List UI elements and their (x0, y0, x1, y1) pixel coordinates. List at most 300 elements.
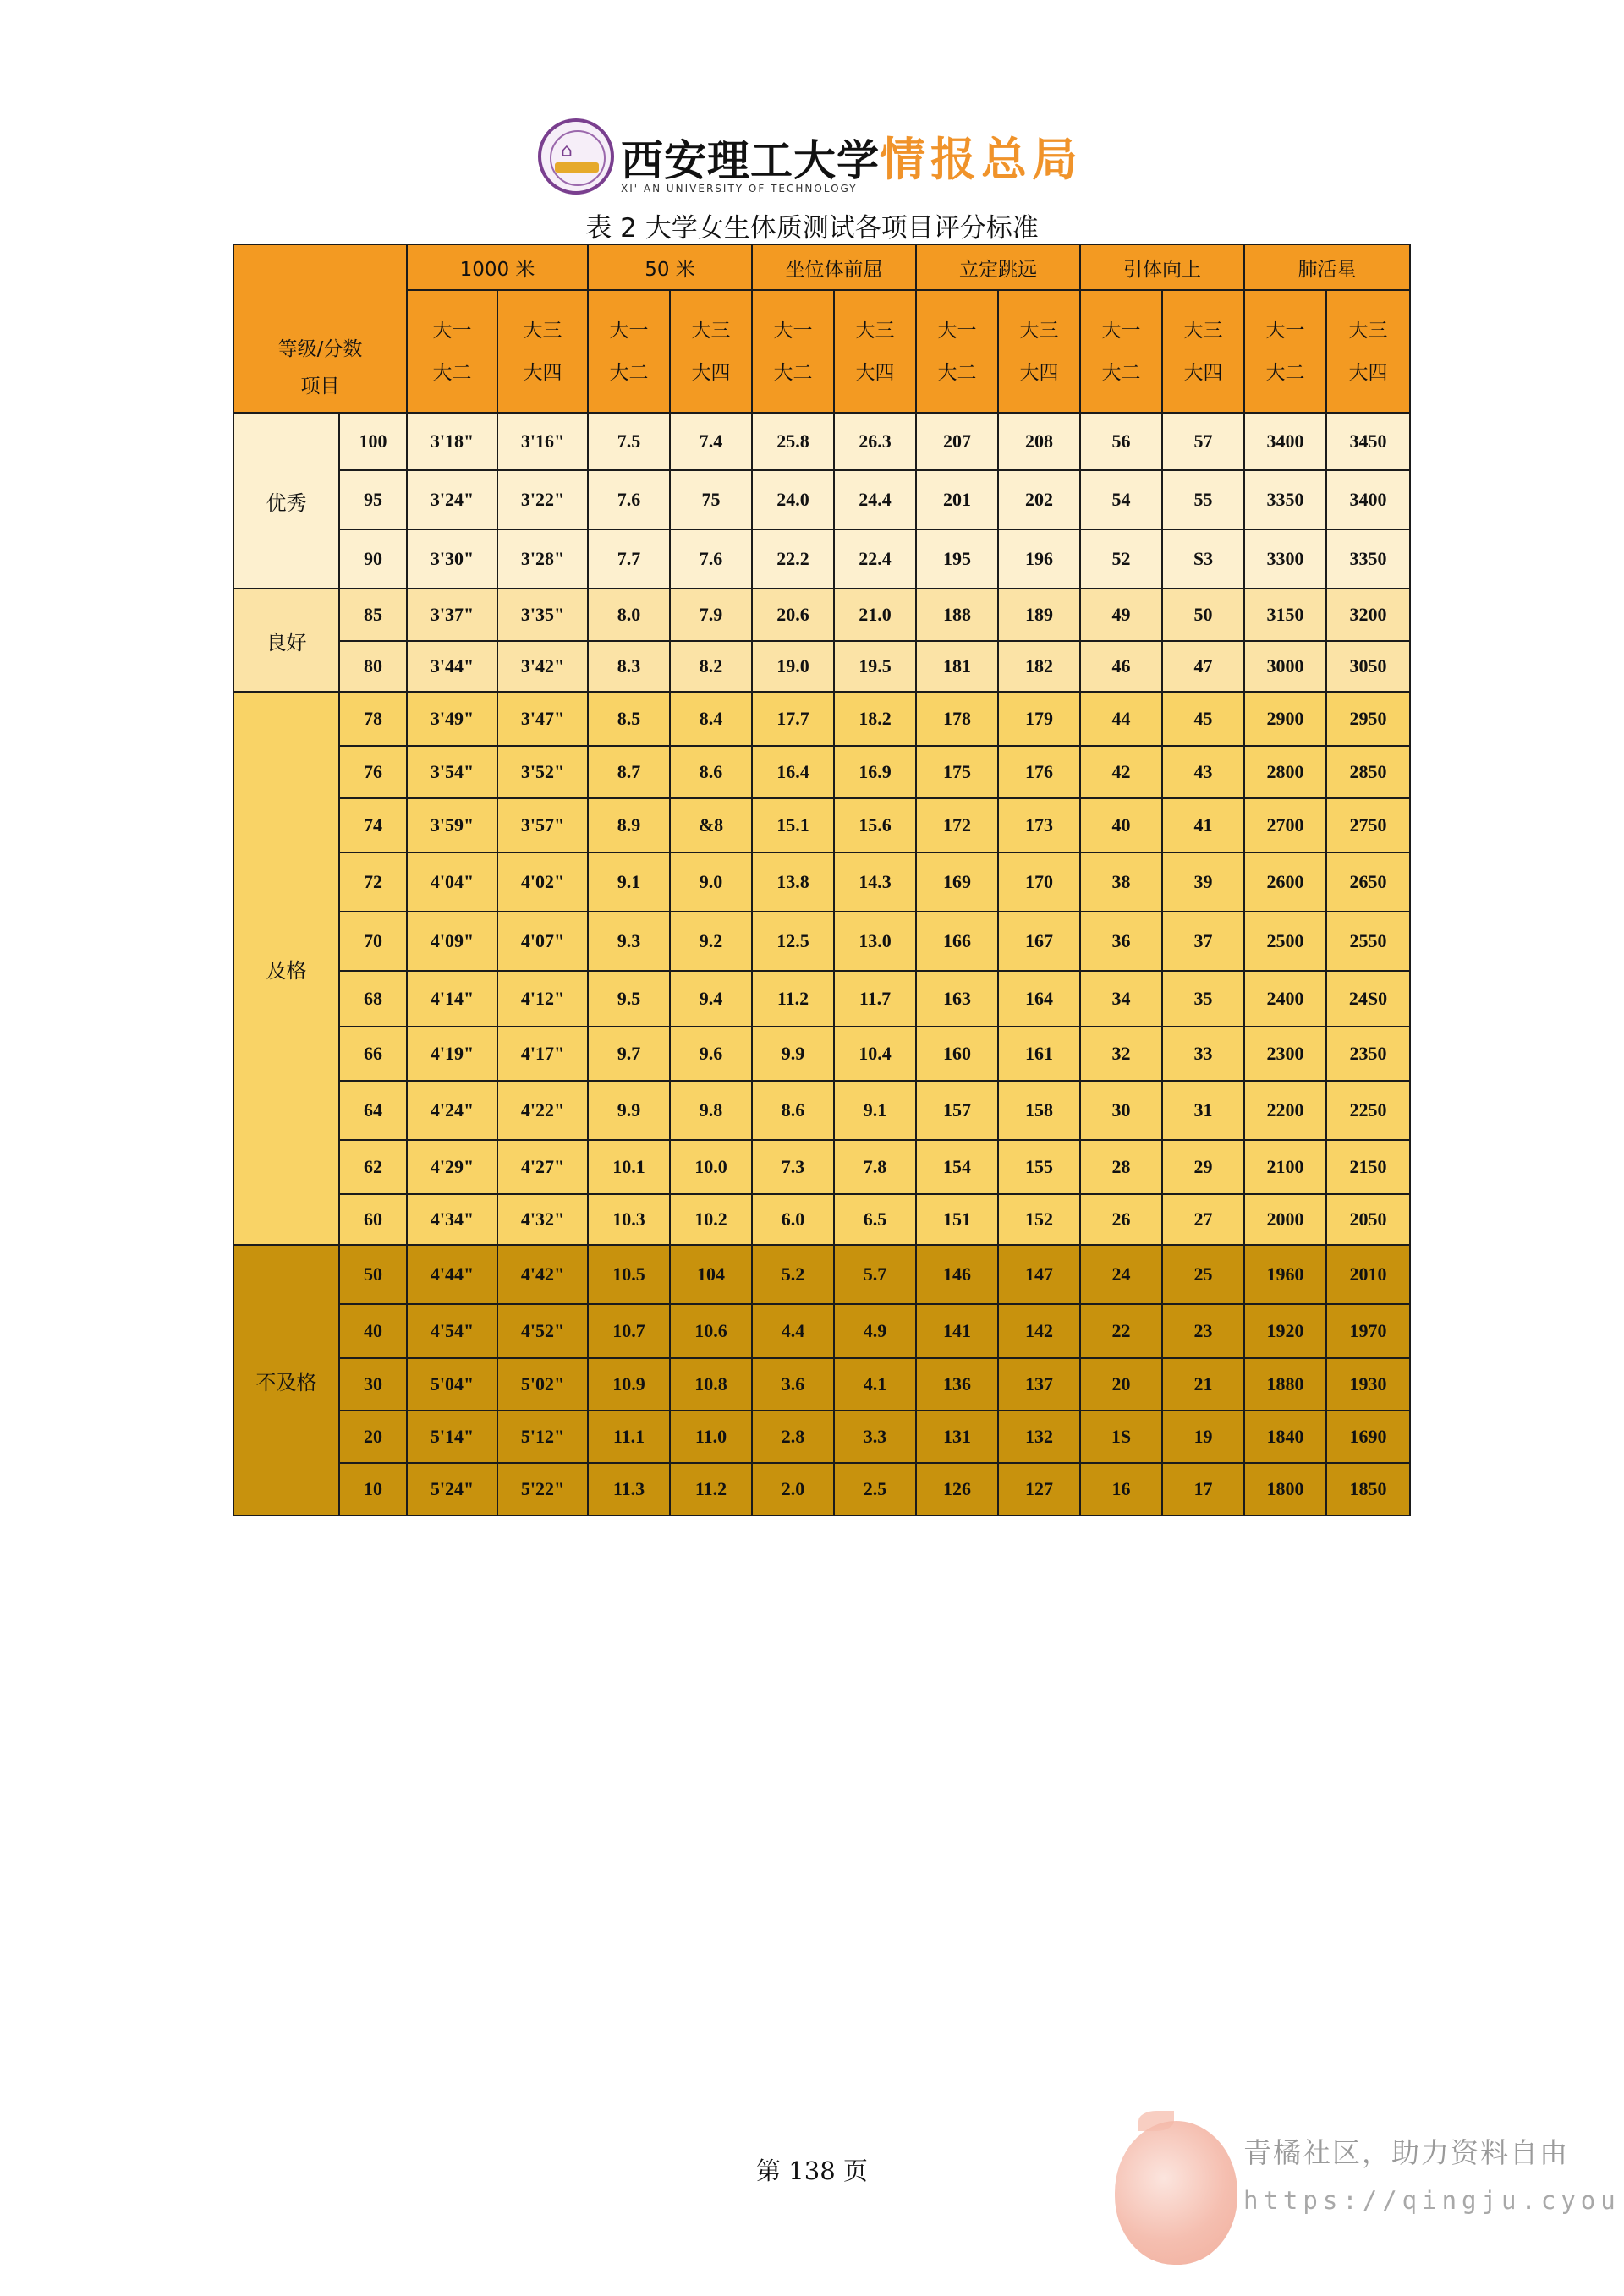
value-cell: 7.6 (588, 470, 670, 529)
table-row (233, 1081, 1410, 1140)
score-cell: 100 (339, 413, 407, 470)
year-label-top: 大一 (773, 319, 813, 342)
value-cell: 33 (1162, 1027, 1244, 1081)
value-cell: 4'44" (407, 1245, 497, 1304)
value-cell: 49 (1080, 589, 1162, 641)
year-header-junior-senior (1326, 290, 1410, 413)
value-cell: 178 (916, 692, 998, 746)
value-cell: 188 (916, 589, 998, 641)
value-cell: 8.9 (588, 798, 670, 852)
year-header-junior-senior (1162, 290, 1244, 413)
value-cell: 9.1 (588, 852, 670, 912)
value-cell: 2500 (1244, 912, 1326, 971)
value-cell: 167 (998, 912, 1080, 971)
value-cell: 9.9 (752, 1027, 834, 1081)
value-cell: 9.4 (670, 971, 752, 1027)
value-cell: 18.2 (834, 692, 916, 746)
value-cell: 16.9 (834, 746, 916, 798)
value-cell: 8.5 (588, 692, 670, 746)
year-header-junior-senior (497, 290, 588, 413)
value-cell: 13.0 (834, 912, 916, 971)
year-label-top: 大三 (691, 319, 731, 342)
value-cell: 8.0 (588, 589, 670, 641)
value-cell: 5'14" (407, 1411, 497, 1463)
table-row (233, 641, 1410, 692)
score-cell: 40 (339, 1304, 407, 1358)
value-cell: 3'28" (497, 529, 588, 589)
value-cell: 1S (1080, 1411, 1162, 1463)
value-cell: 7.7 (588, 529, 670, 589)
value-cell: 155 (998, 1140, 1080, 1194)
table-row (233, 692, 1410, 746)
value-cell: 104 (670, 1245, 752, 1304)
value-cell: 176 (998, 746, 1080, 798)
brand-title (621, 123, 1083, 189)
value-cell: 11.7 (834, 971, 916, 1027)
score-cell: 30 (339, 1358, 407, 1411)
value-cell: 12.5 (752, 912, 834, 971)
value-cell: 2.8 (752, 1411, 834, 1463)
table-row (233, 529, 1410, 589)
score-cell: 50 (339, 1245, 407, 1304)
value-cell: 1690 (1326, 1411, 1410, 1463)
year-label-top: 大三 (1183, 319, 1223, 342)
value-cell: 32 (1080, 1027, 1162, 1081)
score-cell: 72 (339, 852, 407, 912)
value-cell: &8 (670, 798, 752, 852)
value-cell: 9.9 (588, 1081, 670, 1140)
value-cell: 3'24" (407, 470, 497, 529)
bureau-name: 情报总局 (880, 133, 1083, 186)
year-header-row (233, 290, 1410, 413)
table-row (233, 1358, 1410, 1411)
value-cell: 9.8 (670, 1081, 752, 1140)
value-cell: 30 (1080, 1081, 1162, 1140)
university-logo (538, 118, 614, 195)
value-cell: 4'54" (407, 1304, 497, 1358)
value-cell: 4'19" (407, 1027, 497, 1081)
value-cell: 11.3 (588, 1463, 670, 1515)
value-cell: 2200 (1244, 1081, 1326, 1140)
value-cell: 3'44" (407, 641, 497, 692)
value-cell: 11.1 (588, 1411, 670, 1463)
value-cell: 2750 (1326, 798, 1410, 852)
score-cell: 66 (339, 1027, 407, 1081)
table-row (233, 470, 1410, 529)
value-cell: 7.6 (670, 529, 752, 589)
year-label-top: 大一 (1265, 319, 1305, 342)
value-cell: 29 (1162, 1140, 1244, 1194)
grade-label: 及格 (233, 692, 339, 1245)
value-cell: 8.7 (588, 746, 670, 798)
score-cell: 60 (339, 1194, 407, 1245)
table-row (233, 798, 1410, 852)
year-header-freshman-sophomore (1080, 290, 1162, 413)
value-cell: 43 (1162, 746, 1244, 798)
table-row (233, 1411, 1410, 1463)
table-body (233, 413, 1410, 1515)
table-row (233, 971, 1410, 1027)
year-header-freshman-sophomore (588, 290, 670, 413)
value-cell: 10.3 (588, 1194, 670, 1245)
value-cell: 46 (1080, 641, 1162, 692)
year-label-bottom: 大四 (691, 361, 731, 384)
value-cell: 19.0 (752, 641, 834, 692)
value-cell: 3'52" (497, 746, 588, 798)
value-cell: S3 (1162, 529, 1244, 589)
value-cell: 146 (916, 1245, 998, 1304)
value-cell: 2650 (1326, 852, 1410, 912)
score-cell: 20 (339, 1411, 407, 1463)
value-cell: 4.4 (752, 1304, 834, 1358)
value-cell: 45 (1162, 692, 1244, 746)
value-cell: 2100 (1244, 1140, 1326, 1194)
value-cell: 15.6 (834, 798, 916, 852)
year-header-freshman-sophomore (752, 290, 834, 413)
value-cell: 38 (1080, 852, 1162, 912)
value-cell: 16.4 (752, 746, 834, 798)
value-cell: 4'09" (407, 912, 497, 971)
value-cell: 195 (916, 529, 998, 589)
value-cell: 161 (998, 1027, 1080, 1081)
table-row (233, 852, 1410, 912)
value-cell: 16 (1080, 1463, 1162, 1515)
value-cell: 181 (916, 641, 998, 692)
score-cell: 90 (339, 529, 407, 589)
value-cell: 2.0 (752, 1463, 834, 1515)
score-cell: 85 (339, 589, 407, 641)
table-row (233, 1245, 1410, 1304)
value-cell: 147 (998, 1245, 1080, 1304)
value-cell: 57 (1162, 413, 1244, 470)
value-cell: 4'29" (407, 1140, 497, 1194)
value-cell: 160 (916, 1027, 998, 1081)
year-label-top: 大一 (1101, 319, 1141, 342)
item-header-row (233, 244, 1410, 290)
value-cell: 4'04" (407, 852, 497, 912)
value-cell: 3350 (1244, 470, 1326, 529)
value-cell: 13.8 (752, 852, 834, 912)
value-cell: 8.6 (752, 1081, 834, 1140)
value-cell: 4'14" (407, 971, 497, 1027)
value-cell: 4'34" (407, 1194, 497, 1245)
score-cell: 10 (339, 1463, 407, 1515)
value-cell: 17.7 (752, 692, 834, 746)
value-cell: 9.7 (588, 1027, 670, 1081)
value-cell: 7.3 (752, 1140, 834, 1194)
value-cell: 141 (916, 1304, 998, 1358)
value-cell: 41 (1162, 798, 1244, 852)
value-cell: 50 (1162, 589, 1244, 641)
value-cell: 24 (1080, 1245, 1162, 1304)
value-cell: 172 (916, 798, 998, 852)
value-cell: 4'02" (497, 852, 588, 912)
value-cell: 19 (1162, 1411, 1244, 1463)
table-row (233, 1194, 1410, 1245)
value-cell: 20.6 (752, 589, 834, 641)
year-label-bottom: 大二 (773, 361, 813, 384)
table-head (233, 244, 1410, 413)
value-cell: 2000 (1244, 1194, 1326, 1245)
value-cell: 4'52" (497, 1304, 588, 1358)
value-cell: 3'47" (497, 692, 588, 746)
value-cell: 10.2 (670, 1194, 752, 1245)
value-cell: 1800 (1244, 1463, 1326, 1515)
value-cell: 11.0 (670, 1411, 752, 1463)
value-cell: 163 (916, 971, 998, 1027)
logo-band (555, 162, 599, 173)
score-cell: 74 (339, 798, 407, 852)
value-cell: 4'42" (497, 1245, 588, 1304)
value-cell: 6.5 (834, 1194, 916, 1245)
value-cell: 55 (1162, 470, 1244, 529)
value-cell: 10.9 (588, 1358, 670, 1411)
year-label-bottom: 大二 (1265, 361, 1305, 384)
value-cell: 5'24" (407, 1463, 497, 1515)
item-header-1000m: 1000 米 (407, 244, 588, 290)
value-cell: 40 (1080, 798, 1162, 852)
value-cell: 42 (1080, 746, 1162, 798)
logo-ring (550, 130, 606, 186)
year-label-bottom: 大二 (609, 361, 649, 384)
value-cell: 9.5 (588, 971, 670, 1027)
score-cell: 68 (339, 971, 407, 1027)
value-cell: 9.3 (588, 912, 670, 971)
corner-label-grade: 等级/分数 (277, 338, 363, 360)
value-cell: 3300 (1244, 529, 1326, 589)
value-cell: 25.8 (752, 413, 834, 470)
value-cell: 9.6 (670, 1027, 752, 1081)
value-cell: 175 (916, 746, 998, 798)
value-cell: 14.3 (834, 852, 916, 912)
value-cell: 2950 (1326, 692, 1410, 746)
year-header-junior-senior (670, 290, 752, 413)
value-cell: 8.6 (670, 746, 752, 798)
value-cell: 7.8 (834, 1140, 916, 1194)
value-cell: 3'22" (497, 470, 588, 529)
value-cell: 39 (1162, 852, 1244, 912)
year-label-top: 大三 (855, 319, 895, 342)
value-cell: 5.7 (834, 1245, 916, 1304)
item-header-50m: 50 米 (588, 244, 752, 290)
value-cell: 3050 (1326, 641, 1410, 692)
value-cell: 5'12" (497, 1411, 588, 1463)
value-cell: 2850 (1326, 746, 1410, 798)
value-cell: 189 (998, 589, 1080, 641)
grade-label: 优秀 (233, 413, 339, 589)
item-header-sit-and-reach: 坐位体前屈 (752, 244, 916, 290)
value-cell: 202 (998, 470, 1080, 529)
value-cell: 3'16" (497, 413, 588, 470)
score-cell: 62 (339, 1140, 407, 1194)
value-cell: 4'07" (497, 912, 588, 971)
item-header-long-jump: 立定跳远 (916, 244, 1080, 290)
year-label-bottom: 大二 (1101, 361, 1141, 384)
value-cell: 157 (916, 1081, 998, 1140)
value-cell: 31 (1162, 1081, 1244, 1140)
grade-label: 良好 (233, 589, 339, 692)
value-cell: 179 (998, 692, 1080, 746)
value-cell: 1920 (1244, 1304, 1326, 1358)
score-cell: 76 (339, 746, 407, 798)
value-cell: 208 (998, 413, 1080, 470)
table-row (233, 746, 1410, 798)
value-cell: 10.4 (834, 1027, 916, 1081)
value-cell: 3400 (1244, 413, 1326, 470)
year-label-bottom: 大四 (523, 361, 562, 384)
peach-logo-icon (1115, 2121, 1237, 2265)
value-cell: 2700 (1244, 798, 1326, 852)
score-cell: 64 (339, 1081, 407, 1140)
year-label-bottom: 大四 (1019, 361, 1059, 384)
value-cell: 3.3 (834, 1411, 916, 1463)
table-row (233, 589, 1410, 641)
year-label-top: 大三 (1019, 319, 1059, 342)
item-header-vital-capacity: 肺活星 (1244, 244, 1410, 290)
year-label-bottom: 大二 (937, 361, 977, 384)
table-row (233, 1463, 1410, 1515)
value-cell: 34 (1080, 971, 1162, 1027)
value-cell: 5'02" (497, 1358, 588, 1411)
value-cell: 3'49" (407, 692, 497, 746)
value-cell: 207 (916, 413, 998, 470)
value-cell: 27 (1162, 1194, 1244, 1245)
value-cell: 7.4 (670, 413, 752, 470)
value-cell: 1930 (1326, 1358, 1410, 1411)
value-cell: 3'42" (497, 641, 588, 692)
value-cell: 52 (1080, 529, 1162, 589)
table-row (233, 1140, 1410, 1194)
value-cell: 182 (998, 641, 1080, 692)
value-cell: 4.9 (834, 1304, 916, 1358)
value-cell: 154 (916, 1140, 998, 1194)
value-cell: 1970 (1326, 1304, 1410, 1358)
document-header (0, 112, 1624, 205)
value-cell: 21.0 (834, 589, 916, 641)
value-cell: 24S0 (1326, 971, 1410, 1027)
value-cell: 2400 (1244, 971, 1326, 1027)
value-cell: 22 (1080, 1304, 1162, 1358)
value-cell: 23 (1162, 1304, 1244, 1358)
value-cell: 2350 (1326, 1027, 1410, 1081)
value-cell: 170 (998, 852, 1080, 912)
watermark-slogan: 青橘社区，助力资料自由 (1243, 2136, 1569, 2169)
value-cell: 3400 (1326, 470, 1410, 529)
value-cell: 1850 (1326, 1463, 1410, 1515)
value-cell: 151 (916, 1194, 998, 1245)
watermark-url: https://qingju.cyou (1243, 2186, 1621, 2215)
value-cell: 137 (998, 1358, 1080, 1411)
value-cell: 26 (1080, 1194, 1162, 1245)
year-label-top: 大一 (937, 319, 977, 342)
value-cell: 127 (998, 1463, 1080, 1515)
value-cell: 142 (998, 1304, 1080, 1358)
year-label-bottom: 大四 (855, 361, 895, 384)
value-cell: 10.5 (588, 1245, 670, 1304)
table-row (233, 1027, 1410, 1081)
value-cell: 44 (1080, 692, 1162, 746)
value-cell: 47 (1162, 641, 1244, 692)
value-cell: 4'12" (497, 971, 588, 1027)
value-cell: 4'24" (407, 1081, 497, 1140)
value-cell: 2900 (1244, 692, 1326, 746)
logo-mark: ⌂ (561, 140, 573, 162)
value-cell: 196 (998, 529, 1080, 589)
value-cell: 10.0 (670, 1140, 752, 1194)
value-cell: 24.4 (834, 470, 916, 529)
year-header-junior-senior (998, 290, 1080, 413)
value-cell: 7.9 (670, 589, 752, 641)
value-cell: 6.0 (752, 1194, 834, 1245)
university-english-name: XI' AN UNIVERSITY OF TECHNOLOGY (621, 183, 858, 195)
table-row (233, 912, 1410, 971)
year-label-top: 大三 (523, 319, 562, 342)
value-cell: 11.2 (670, 1463, 752, 1515)
value-cell: 2600 (1244, 852, 1326, 912)
value-cell: 10.1 (588, 1140, 670, 1194)
value-cell: 2150 (1326, 1140, 1410, 1194)
value-cell: 3'59" (407, 798, 497, 852)
value-cell: 131 (916, 1411, 998, 1463)
value-cell: 4'22" (497, 1081, 588, 1140)
value-cell: 3'54" (407, 746, 497, 798)
value-cell: 136 (916, 1358, 998, 1411)
table-title: 表 2 大学女生体质测试各项目评分标准 (585, 213, 1039, 244)
value-cell: 19.5 (834, 641, 916, 692)
score-table (233, 244, 1411, 1516)
value-cell: 36 (1080, 912, 1162, 971)
value-cell: 2300 (1244, 1027, 1326, 1081)
value-cell: 22.2 (752, 529, 834, 589)
value-cell: 5.2 (752, 1245, 834, 1304)
value-cell: 37 (1162, 912, 1244, 971)
value-cell: 8.4 (670, 692, 752, 746)
value-cell: 166 (916, 912, 998, 971)
value-cell: 20 (1080, 1358, 1162, 1411)
value-cell: 7.5 (588, 413, 670, 470)
year-label-top: 大三 (1348, 319, 1388, 342)
value-cell: 2800 (1244, 746, 1326, 798)
value-cell: 5'22" (497, 1463, 588, 1515)
score-cell: 70 (339, 912, 407, 971)
year-header-freshman-sophomore (916, 290, 998, 413)
value-cell: 2250 (1326, 1081, 1410, 1140)
value-cell: 35 (1162, 971, 1244, 1027)
value-cell: 3450 (1326, 413, 1410, 470)
value-cell: 26.3 (834, 413, 916, 470)
year-label-bottom: 大四 (1348, 361, 1388, 384)
value-cell: 22.4 (834, 529, 916, 589)
value-cell: 17 (1162, 1463, 1244, 1515)
year-header-freshman-sophomore (407, 290, 497, 413)
university-name: 西安理工大学 (621, 136, 880, 185)
year-label-bottom: 大二 (432, 361, 472, 384)
value-cell: 24.0 (752, 470, 834, 529)
value-cell: 173 (998, 798, 1080, 852)
table-row (233, 1304, 1410, 1358)
value-cell: 5'04" (407, 1358, 497, 1411)
score-cell: 78 (339, 692, 407, 746)
value-cell: 1960 (1244, 1245, 1326, 1304)
year-label-top: 大一 (609, 319, 649, 342)
table-row (233, 413, 1410, 470)
score-cell: 80 (339, 641, 407, 692)
value-cell: 21 (1162, 1358, 1244, 1411)
value-cell: 3'35" (497, 589, 588, 641)
value-cell: 132 (998, 1411, 1080, 1463)
value-cell: 1880 (1244, 1358, 1326, 1411)
value-cell: 3.6 (752, 1358, 834, 1411)
